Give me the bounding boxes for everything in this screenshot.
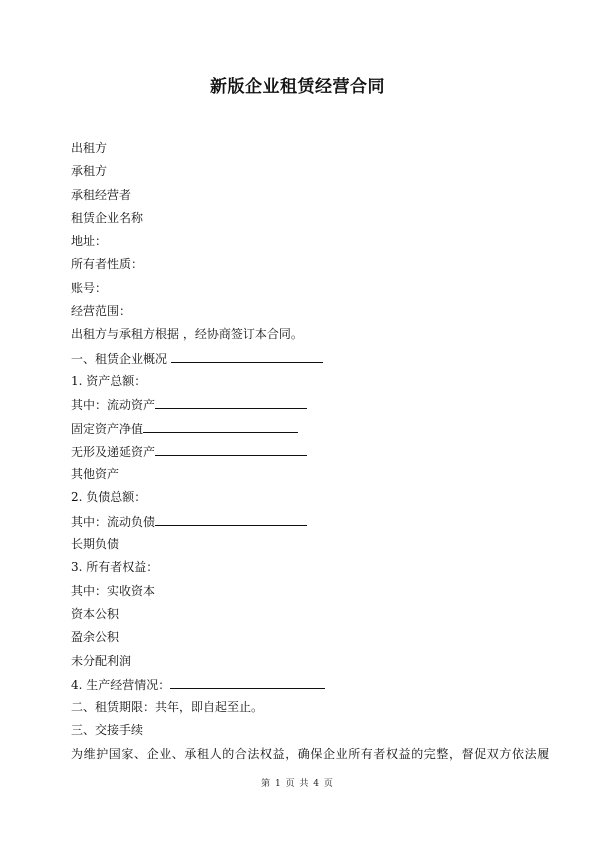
capital-reserve-line: 资本公积 [71, 606, 120, 621]
fill-blank [170, 676, 325, 689]
lessor-line: 出租方 [71, 141, 108, 155]
business-scope-line: 经营范围： [71, 304, 132, 319]
long-term-liabilities-line: 长期负债 [71, 537, 120, 552]
current-assets-line: 其中：流动资产 [71, 396, 531, 419]
current-liabilities-line: 其中：流动负债 [71, 513, 531, 536]
section-2-lease-term: 二、租赁期限：共年，即自起至止。 [71, 700, 264, 715]
intangible-assets-line: 无形及递延资产 [71, 443, 531, 466]
enterprise-name-line: 租赁企业名称 [71, 210, 144, 225]
page-number-footer: 第 1 页 共 4 页 [261, 779, 334, 789]
fixed-assets-line: 固定资产净值 [71, 420, 531, 443]
fill-blank [155, 443, 307, 456]
account-line: 账号： [71, 280, 108, 295]
section-3-heading: 三、交接手续 [71, 723, 144, 738]
operator-line: 承租经营者 [71, 187, 132, 202]
fill-blank [155, 396, 307, 409]
surplus-reserve-line: 盈余公积 [71, 630, 120, 645]
operations-status-line: 4. 生产经营情况： [71, 676, 531, 699]
total-assets-line: 1. 资产总额： [71, 373, 147, 388]
ownership-nature-line: 所有者性质： [71, 257, 144, 272]
fill-blank [155, 513, 307, 526]
document-title: 新版企业租赁经营合同 [210, 77, 385, 97]
total-liabilities-line: 2. 负债总额： [71, 490, 147, 505]
address-line: 地址： [71, 234, 108, 249]
lessee-line: 承租方 [71, 164, 108, 179]
contract-body [71, 140, 550, 769]
section-3-paragraph: 为维护国家、企业、承租人的合法权益，确保企业所有者权益的完整，督促双方依法履 [71, 746, 550, 761]
paid-in-capital-line: 其中：实收资本 [71, 583, 156, 598]
preamble-line: 出租方与承租方根据 ，经协商签订本合同。 [71, 327, 303, 342]
undistributed-profit-line: 未分配利润 [71, 653, 132, 668]
section-1-heading: 一、租赁企业概况 [71, 350, 531, 373]
fill-blank [143, 420, 298, 433]
owners-equity-line: 3. 所有者权益： [71, 560, 159, 575]
fill-blank [171, 350, 323, 363]
other-assets-line: 其他资产 [71, 467, 120, 482]
